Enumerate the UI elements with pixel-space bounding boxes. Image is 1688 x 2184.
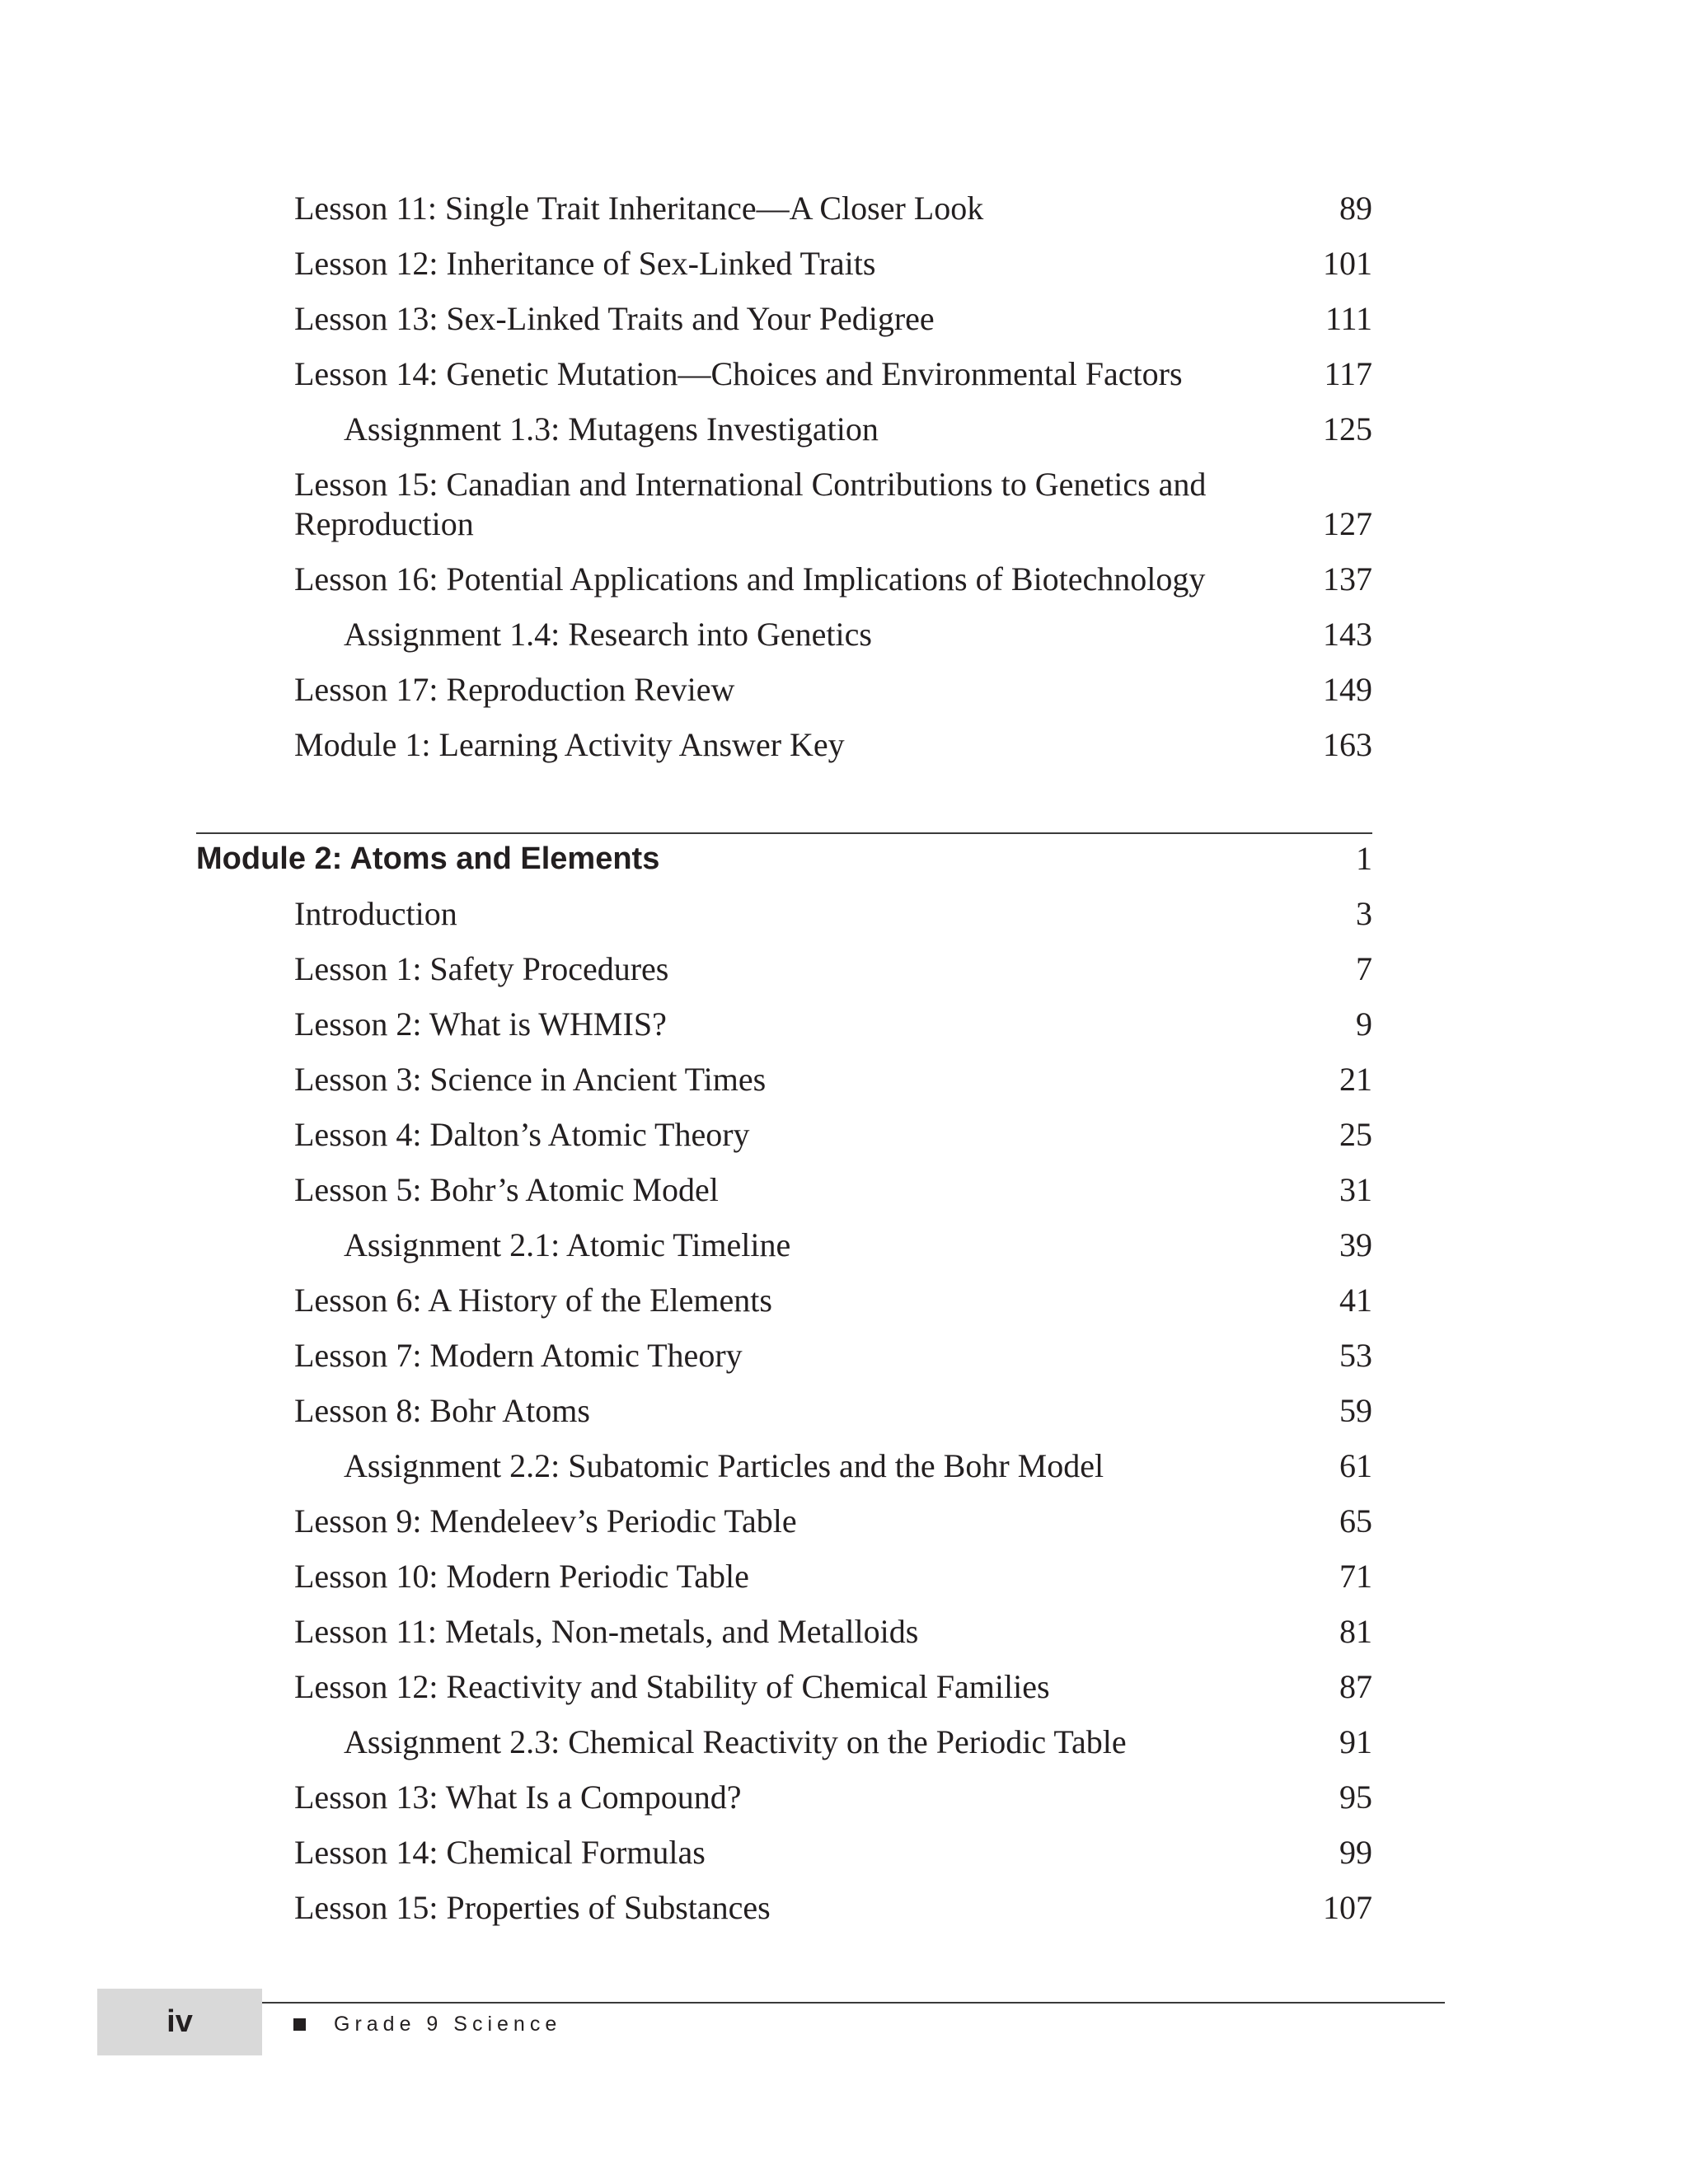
toc-entry-page: 53 <box>1339 1337 1372 1374</box>
toc-entry-title: Assignment 1.3: Mutagens Investigation <box>344 410 879 448</box>
toc-entry-title: Lesson 15: Properties of Substances <box>294 1889 771 1926</box>
toc-entry-page: 137 <box>1323 560 1372 598</box>
toc-entry-page: 7 <box>1356 950 1372 987</box>
toc-entry-title: Lesson 14: Genetic Mutation—Choices and Environmental Factors <box>294 355 1183 392</box>
toc-entry-page: 91 <box>1339 1723 1372 1760</box>
toc-entry-title: Lesson 12: Inheritance of Sex-Linked Traits <box>294 245 876 282</box>
toc-entry-page: 125 <box>1323 410 1372 448</box>
toc-entry-page: 89 <box>1339 190 1372 227</box>
toc-entry-title: Lesson 6: A History of the Elements <box>294 1282 772 1319</box>
toc-entry-title: Lesson 13: What Is a Compound? <box>294 1779 742 1816</box>
toc-entry-page: 149 <box>1323 671 1372 708</box>
toc-entry-title: Lesson 13: Sex-Linked Traits and Your Pedigree <box>294 300 935 337</box>
toc-entry-page: 9 <box>1356 1005 1372 1043</box>
toc-entry-page: 59 <box>1339 1392 1372 1429</box>
toc-entry-page: 101 <box>1323 245 1372 282</box>
toc-entry-title: Lesson 11: Metals, Non-metals, and Metalloids <box>294 1613 919 1650</box>
toc-entry-page: 61 <box>1339 1447 1372 1484</box>
toc-entry-page: 95 <box>1339 1779 1372 1816</box>
toc-entry-page: 81 <box>1339 1613 1372 1650</box>
toc-entry-title: Lesson 1: Safety Procedures <box>294 950 669 987</box>
toc-entry-title: Assignment 1.4: Research into Genetics <box>344 616 872 653</box>
module-title: Module 2: Atoms and Elements <box>196 841 660 876</box>
toc-entry-title: Lesson 12: Reactivity and Stability of Chemical Families <box>294 1668 1050 1705</box>
toc-entry-page: 71 <box>1339 1558 1372 1595</box>
toc-entry-title: Assignment 2.2: Subatomic Particles and the Bohr Model <box>344 1447 1104 1484</box>
module-page: 1 <box>1356 840 1372 877</box>
toc-entry-title: Lesson 17: Reproduction Review <box>294 671 735 708</box>
module-divider <box>196 832 1372 834</box>
toc-entry-page: 39 <box>1339 1226 1372 1263</box>
toc-entry-title: Introduction <box>294 895 457 932</box>
toc-entry-page: 25 <box>1339 1116 1372 1153</box>
toc-entry-title: Lesson 14: Chemical Formulas <box>294 1834 706 1871</box>
toc-entry-page: 21 <box>1339 1061 1372 1098</box>
toc-entry-title: Assignment 2.3: Chemical Reactivity on the Periodic Table <box>344 1723 1127 1760</box>
toc-entry-page: 65 <box>1339 1502 1372 1540</box>
toc-entry-page: 107 <box>1323 1889 1372 1926</box>
toc-entry-page: 111 <box>1325 300 1372 337</box>
toc-entry-page: 87 <box>1339 1668 1372 1705</box>
toc-entry-page: 143 <box>1323 616 1372 653</box>
toc-entry-page: 31 <box>1339 1171 1372 1208</box>
toc-entry-title: Lesson 15: Canadian and International Contributions to Genetics and Reproduction <box>294 466 1207 542</box>
toc-entry-title: Lesson 16: Potential Applications and Implications of Biotechnology <box>294 560 1206 598</box>
toc-entry-page: 117 <box>1324 355 1372 392</box>
toc-entry-page: 127 <box>1323 505 1372 542</box>
toc-entry-title: Lesson 10: Modern Periodic Table <box>294 1558 749 1595</box>
toc-entry-title: Assignment 2.1: Atomic Timeline <box>344 1226 791 1263</box>
toc-entry-title: Lesson 3: Science in Ancient Times <box>294 1061 767 1098</box>
toc-entry-title: Lesson 2: What is WHMIS? <box>294 1005 667 1043</box>
toc-entry-title: Module 1: Learning Activity Answer Key <box>294 726 845 763</box>
page-number: iv <box>166 2004 193 2039</box>
toc-entry-page: 99 <box>1339 1834 1372 1871</box>
toc-entry-page: 41 <box>1339 1282 1372 1319</box>
toc-entry-title: Lesson 5: Bohr’s Atomic Model <box>294 1171 719 1208</box>
toc-entry-title: Lesson 4: Dalton’s Atomic Theory <box>294 1116 750 1153</box>
square-bullet-icon <box>293 2018 306 2031</box>
toc-entry-page: 163 <box>1323 726 1372 763</box>
toc-entry-title: Lesson 11: Single Trait Inheritance—A Closer Look <box>294 190 984 227</box>
toc-entry-title: Lesson 8: Bohr Atoms <box>294 1392 590 1429</box>
book-title: Grade 9 Science <box>334 2013 562 2036</box>
toc-entry-page: 3 <box>1356 895 1372 932</box>
toc-entry-title: Lesson 7: Modern Atomic Theory <box>294 1337 743 1374</box>
footer-divider <box>262 2002 1445 2004</box>
toc-entry-title: Lesson 9: Mendeleev’s Periodic Table <box>294 1502 797 1540</box>
